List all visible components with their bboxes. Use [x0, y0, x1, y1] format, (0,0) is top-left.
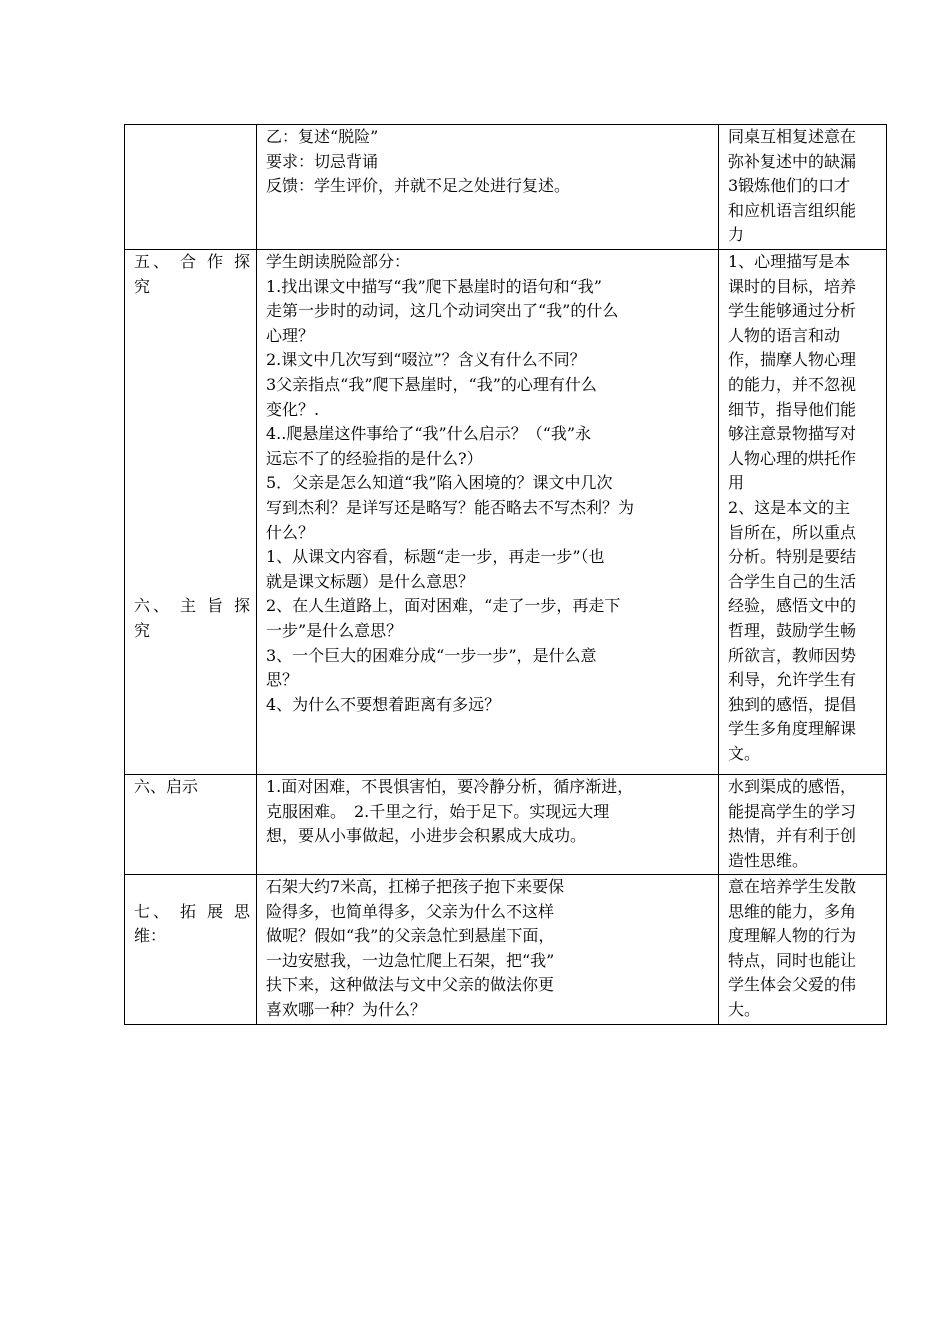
note-line: 特点，同时也能让: [728, 950, 857, 970]
stage-label: 究: [134, 620, 151, 640]
content-line: 1.面对困难，不畏惧害怕，要冷静分析，循序渐进，: [266, 777, 634, 796]
content-line: 思？: [266, 670, 299, 690]
table-row: [125, 250, 887, 775]
content-line: 变化？.: [266, 399, 320, 419]
stage-label: 七、 拓 展 思: [134, 901, 250, 921]
stage-spacer: [134, 299, 250, 594]
content-line: 心理？: [266, 325, 315, 345]
content-line: 喜欢哪一种？为什么？: [266, 999, 427, 1019]
note-line: 作，揣摩人物心理: [728, 350, 857, 370]
content-line: 什么？: [266, 522, 315, 542]
stage-cell: [125, 250, 257, 775]
note-cell: [719, 775, 887, 875]
content-line: 做呢？假如“我”的父亲急忙到悬崖下面，: [266, 926, 555, 946]
note-line: 利导，允许学生有: [728, 670, 857, 690]
content-line: 4..爬悬崖这件事给了“我”什么启示？（“我”永: [266, 424, 592, 444]
note-line: 独到的感悟，提倡: [728, 694, 857, 714]
note-line: 分析。特别是要结: [728, 547, 857, 567]
note-line: 思维的能力，多角: [728, 901, 857, 921]
note-line: 细节，指导他们能: [728, 399, 857, 419]
stage-label: 究: [134, 276, 151, 296]
content-line: 想，要从小事做起，小进步会积累成大成功。: [266, 826, 587, 846]
note-line: 度理解人物的行为: [728, 926, 857, 946]
note-cell: [719, 250, 887, 775]
note-line: 同桌互相复述意在: [728, 127, 857, 146]
note-line: 文。: [728, 743, 761, 763]
stage-cell: [125, 875, 257, 1025]
note-line: 学生多角度理解课: [728, 719, 857, 739]
content-line: 扶下来，这种做法与文中父亲的做法你更: [266, 975, 555, 995]
note-line: 能提高学生的学习: [728, 801, 857, 821]
stage-label: 五、 合 作 探: [134, 252, 250, 271]
content-line: 远忘不了的经验指的是什么?）: [266, 448, 483, 468]
note-line: 水到渠成的感悟，: [728, 777, 857, 796]
note-line: 力: [728, 225, 745, 245]
note-cell: [719, 875, 887, 1025]
note-line: 3锻炼他们的口才: [728, 176, 851, 196]
note-line: 2、这是本文的主: [728, 497, 851, 517]
note-line: 人物心理的烘托作: [728, 448, 857, 468]
content-line: 就是课文标题）是什么意思？: [266, 571, 475, 591]
stage-label: 维：: [134, 926, 167, 946]
note-line: 所欲言，教师因势: [728, 645, 857, 665]
table-row: [125, 875, 887, 1025]
note-line: 和应机语言组织能: [728, 200, 857, 220]
content-line: 学生朗读脱险部分：: [266, 252, 411, 271]
note-line: 学生能够通过分析: [728, 301, 857, 321]
note-line: 弥补复述中的缺漏: [728, 151, 857, 171]
content-line: 克服困难。 2.千里之行，始于足下。实现远大理: [266, 801, 610, 821]
content-line: 4、为什么不要想着距离有多远？: [266, 694, 501, 714]
lesson-plan-table: [124, 124, 887, 1025]
note-line: 够注意景物描写对: [728, 424, 857, 444]
content-line: 反馈：学生评价，并就不足之处进行复述。: [266, 176, 571, 196]
content-line: 写到杰利？是详写还是略写？能否略去不写杰利？为: [266, 497, 635, 517]
stage-cell: [125, 775, 257, 875]
content-line: 1.找出课文中描写“我”爬下悬崖时的语句和“我”: [266, 276, 602, 296]
note-line: 哲理，鼓励学生畅: [728, 620, 857, 640]
note-line: 用: [728, 473, 745, 493]
stage-cell: [125, 125, 257, 250]
note-line: 1、心理描写是本: [728, 252, 851, 271]
note-line: 意在培养学生发散: [728, 877, 857, 896]
content-cell: [257, 250, 719, 775]
note-line: 合学生自己的生活: [728, 571, 857, 591]
note-line: 人物的语言和动: [728, 325, 841, 345]
content-line: 险得多，也简单得多，父亲为什么不这样: [266, 901, 555, 921]
note-line: 热情，并有利于创: [728, 826, 857, 846]
content-cell: [257, 125, 719, 250]
note-line: 学生体会父爱的伟: [728, 975, 857, 995]
content-line: 2、在人生道路上，面对困难，“走了一步，再走下: [266, 596, 621, 616]
note-line: 经验，感悟文中的: [728, 596, 857, 616]
note-cell: [719, 125, 887, 250]
note-line: 课时的目标，培养: [728, 276, 857, 296]
table-row: [125, 775, 887, 875]
content-line: 走第一步时的动词，这几个动词突出了“我”的什么: [266, 301, 619, 321]
content-cell: [257, 875, 719, 1025]
content-line: 3父亲指点“我”爬下悬崖时，“我”的心理有什么: [266, 374, 597, 394]
stage-label: 六、启示: [134, 777, 199, 796]
table-row: [125, 125, 887, 250]
content-line: 石架大约7米高，扛梯子把孩子抱下来要保: [266, 877, 565, 896]
stage-label: [134, 875, 250, 900]
content-line: 一步”是什么意思？: [266, 620, 403, 640]
content-line: 要求：切忌背诵: [266, 151, 379, 171]
content-cell: [257, 775, 719, 875]
content-line: 1、从课文内容看，标题“走一步，再走一步”（也: [266, 547, 605, 567]
content-line: 3、一个巨大的困难分成“一步一步”，是什么意: [266, 645, 597, 665]
note-line: 的能力，并不忽视: [728, 374, 857, 394]
note-line: 旨所在，所以重点: [728, 522, 857, 542]
content-line: 一边安慰我，一边急忙爬上石架，把“我”: [266, 950, 555, 970]
content-line: 5．父亲是怎么知道“我”陷入困境的？课文中几次: [266, 473, 613, 493]
note-line: 大。: [728, 999, 761, 1019]
note-line: 造性思维。: [728, 850, 809, 870]
content-line: 2.课文中几次写到“啜泣”？含义有什么不同？: [266, 350, 586, 370]
stage-label: 六、 主 旨 探: [134, 596, 250, 616]
content-line: 乙：复述“脱险”: [266, 127, 379, 146]
